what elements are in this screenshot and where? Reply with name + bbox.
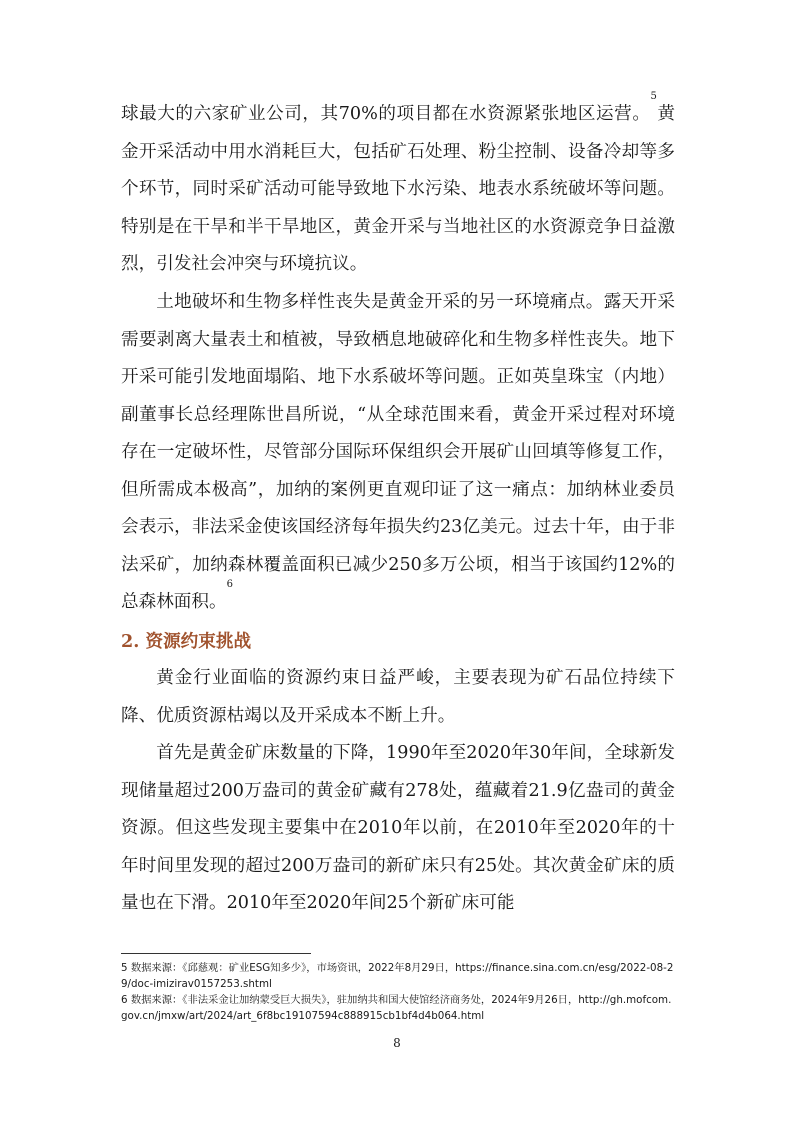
paragraph-water-use (121, 91, 675, 284)
footnotes (121, 960, 676, 1024)
paragraph-deposit-decline: 首先是黄金矿床数量的下降，1990年至2020年30年间，全球新发现储量超过200万盎司的黄金矿藏有278处，蕴藏着21.9亿盎司的黄金资源。但这些发现主要集中在2010年以前，在2010年至2020年的十年时间里发现的超过200万盎司的新矿床只有25处。其次黄金矿床的质量也在下滑。2010年至2020年间25个新矿床可能 (121, 743, 675, 913)
paragraph-text: 土地破坏和生物多样性丧失是黄金开采的另一环境痛点。露天开采需要剥离大量表土和植被，导致栖息地破碎化和生物多样性丧失。地下开采可能引发地面塌陷、地下水系破坏等问题。正如英皇珠宝（内地）副董事长总经理陈世昌所说，“从全球范围来看，黄金开采过程对环境存在一定破坏性，尽管部分国际环保组织会开展矿山回填等修复工作，但所需成本极高”，加纳的案例更直观印证了这一痛点：加纳林业委员会表示，非法采金使该国经济每年损失约23亿美元。过去十年，由于非法采矿，加纳森林覆盖面积已减少250多万公顷，相当于该国约12%的总森林面积。 (121, 292, 675, 612)
paragraph-resource-constraint: 黄金行业面临的资源约束日益严峻，主要表现为矿石品位持续下降、优质资源枯竭以及开采成本不断上升。 (121, 668, 675, 726)
footnote-ref-5[interactable]: 5 (650, 91, 657, 102)
page-number: 8 (393, 1036, 401, 1050)
footnote-ref-6[interactable]: 6 (226, 579, 233, 590)
paragraph-land-damage (121, 284, 675, 622)
footnote-5: 5 数据来源：《邱慈观：矿业ESG知多少》，市场资讯，2022年8月29日，https://finance.sina.com.cn/esg/2022-08-29/doc-imizirav0157253.shtml (121, 962, 674, 990)
footnote-6: 6 数据来源：《非法采金让加纳蒙受巨大损失》，驻加纳共和国大使馆经济商务处，2024年9月26日，http://gh.mofcom.gov.cn/jmxw/art/2024/art_6f8bc19107594c888915cb1bf4d4b064.html (121, 994, 672, 1022)
paragraph-text: 球最大的六家矿业公司，其70%的项目都在水资源紧张地区运营。 (121, 104, 651, 124)
footnote-divider (121, 953, 311, 954)
paragraph-text: 黄金开采活动中用水消耗巨大，包括矿石处理、粉尘控制、设备冷却等多个环节，同时采矿活动可能导致地下水污染、地表水系统破坏等问题。特别是在干旱和半干旱地区，黄金开采与当地社区的水资源竞争日益激烈，引发社会冲突与环境抗议。 (121, 104, 675, 274)
section-heading: 2. 资源约束挑战 (121, 631, 252, 652)
